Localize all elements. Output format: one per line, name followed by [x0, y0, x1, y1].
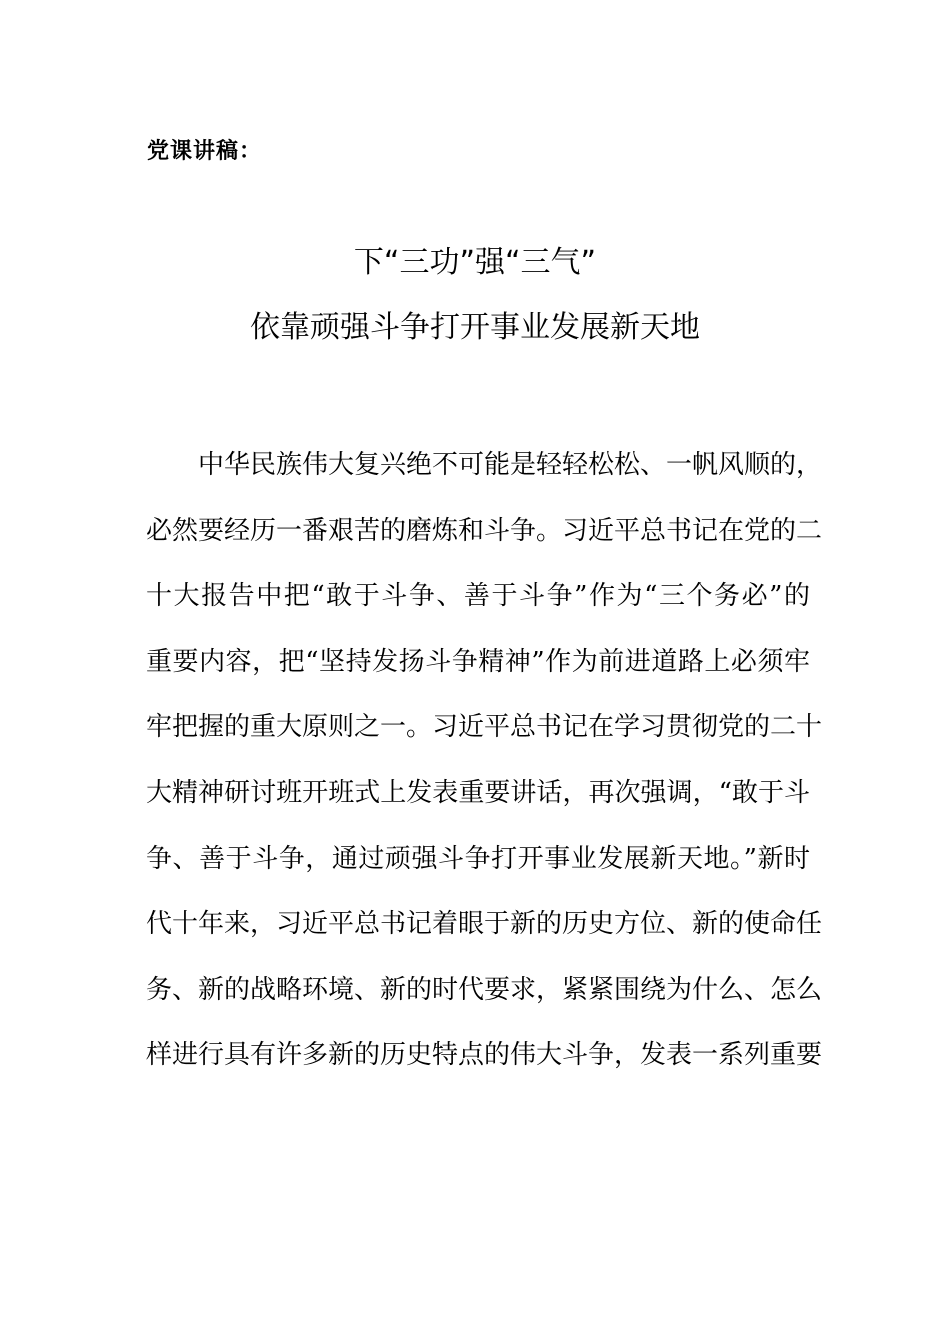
document-body — [146, 440, 823, 1096]
body-line: 重要内容，把“坚持发扬斗争精神”作为前进道路上必须牢 — [146, 646, 810, 677]
body-line: 十大报告中把“敢于斗争、善于斗争”作为“三个务必”的 — [146, 581, 810, 612]
document-label: 党课讲稿： — [147, 139, 263, 164]
body-line: 争、善于斗争，通过顽强斗争打开事业发展新天地。”新时 — [146, 843, 810, 874]
body-line: 务、新的战略环境、新的时代要求，紧紧围绕为什么、怎么 — [146, 974, 823, 1005]
document-title-line-2: 依靠顽强斗争打开事业发展新天地 — [250, 310, 700, 345]
body-line: 样进行具有许多新的历史特点的伟大斗争，发表一系列重要 — [146, 1040, 823, 1071]
body-line: 代十年来，习近平总书记着眼于新的历史方位、新的使命任 — [146, 909, 823, 940]
body-line: 大精神研讨班开班式上发表重要讲话，再次强调，“敢于斗 — [146, 777, 810, 808]
body-line: 必然要经历一番艰苦的磨炼和斗争。习近平总书记在党的二 — [146, 515, 823, 546]
document-title-line-1: 下“三功”强“三气” — [353, 245, 597, 280]
body-line: 中华民族伟大复兴绝不可能是轻轻松松、一帆风顺的， — [198, 450, 823, 480]
body-line: 牢把握的重大原则之一。习近平总书记在学习贯彻党的二十 — [146, 712, 823, 743]
